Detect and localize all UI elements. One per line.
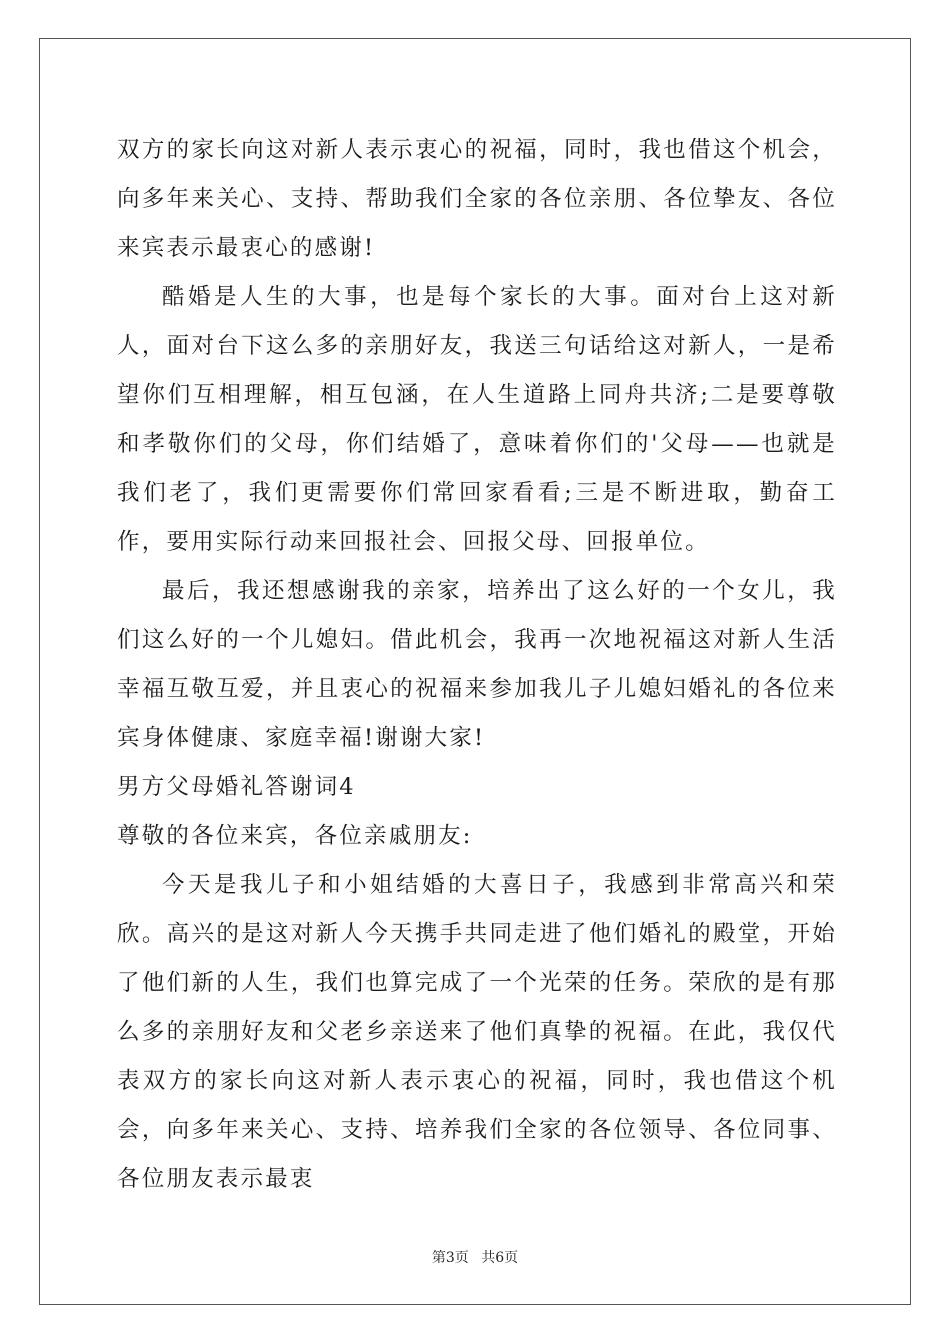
- page-total: 共6页: [481, 1250, 519, 1266]
- page-footer: [0, 1247, 950, 1267]
- paragraph-4: 今天是我儿子和小姐结婚的大喜日子，我感到非常高兴和荣欣。高兴的是这对新人今天携手共同走进了他们婚礼的殿堂，开始了他们新的人生，我们也算完成了一个光荣的任务。荣欣的是有那么多的亲朋好友和父老乡亲送来了他们真挚的祝福。在此，我仅代表双方的家长向这对新人表示衷心的祝福，同时，我也借这个机会，向多年来关心、支持、培养我们全家的各位领导、各位同事、各位朋友表示最衷: [117, 872, 837, 1192]
- paragraph-3: 最后，我还想感谢我的亲家，培养出了这么好的一个女儿，我们这么好的一个儿媳妇。借此机会，我再一次地祝福这对新人生活幸福互敬互爱，并且衷心的祝福来参加我儿子儿媳妇婚礼的各位来宾身体健康、家庭幸福!谢谢大家!: [117, 578, 837, 751]
- document-body: [117, 126, 837, 1204]
- section-heading: 男方父母婚礼答谢词4: [117, 774, 356, 800]
- paragraph-1: 双方的家长向这对新人表示衷心的祝福，同时，我也借这个机会，向多年来关心、支持、帮助我们全家的各位亲朋、各位挚友、各位来宾表示最衷心的感谢!: [117, 137, 837, 261]
- paragraph-2: 酷婚是人生的大事，也是每个家长的大事。面对台上这对新人，面对台下这么多的亲朋好友，我送三句话给这对新人，一是希望你们互相理解，相互包涵，在人生道路上同舟共济;二是要尊敬和孝敬你们的父母，你们结婚了，意味着你们的'父母——也就是我们老了，我们更需要你们常回家看看;三是不断进取，勤奋工作，要用实际行动来回报社会、回报父母、回报单位。: [117, 284, 837, 555]
- salutation: 尊敬的各位来宾，各位亲戚朋友:: [117, 823, 473, 849]
- page-number: 第3页: [431, 1250, 469, 1266]
